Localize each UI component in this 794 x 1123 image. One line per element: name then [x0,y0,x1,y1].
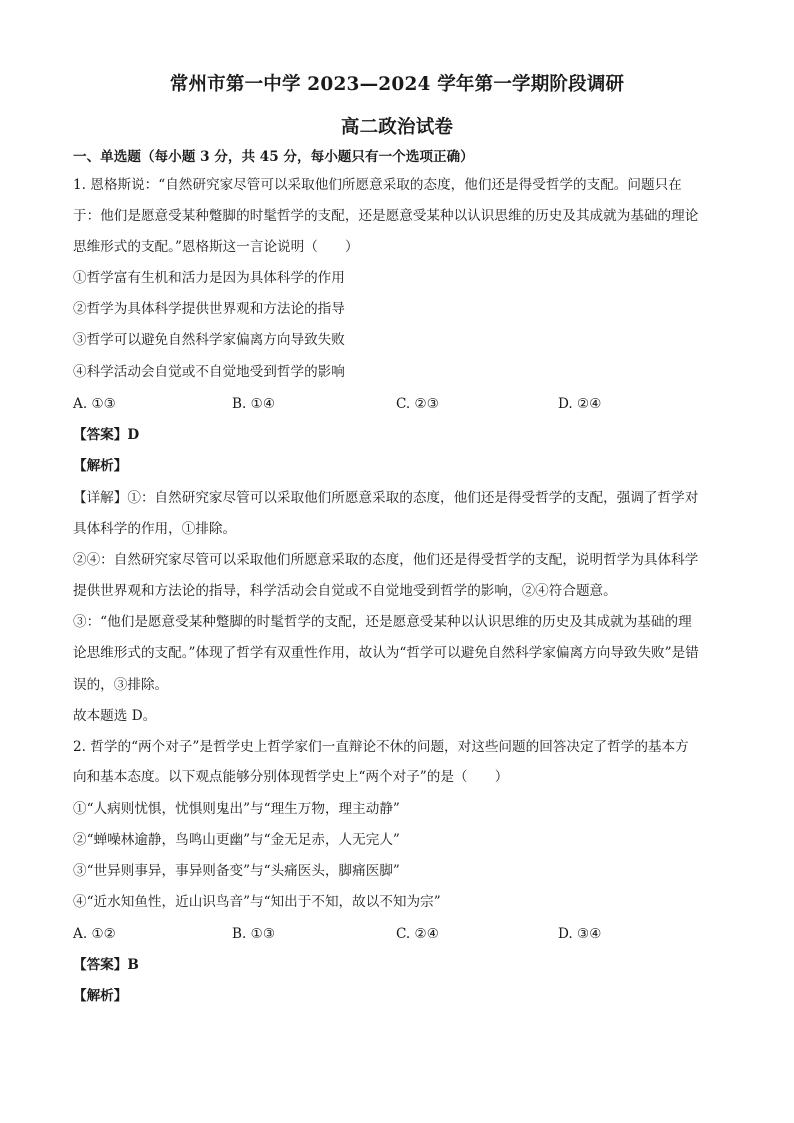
q2-option-b: B. ①③ [232,926,276,942]
section-heading: 一、单选题（每小题 3 分，共 45 分，每小题只有一个选项正确） [73,149,474,165]
q1-stem-line: 于：他们是愿意受某种蹩脚的时髦哲学的支配，还是愿意受某种以认识思维的历史及其成就为基础的理论 [73,208,699,224]
q1-option-d: D. ②④ [558,396,602,412]
q2-stem-line: 2. 哲学的“两个对子”是哲学史上哲学家们一直辩论不休的问题，对这些问题的回答决定了哲学的基本方 [73,739,689,755]
q2-statement: ②“蝉噪林逾静，鸟鸣山更幽”与“金无足赤，人无完人” [73,832,400,848]
q2-option-c: C. ②④ [396,926,439,942]
q1-detail-line: 具体科学的作用，①排除。 [73,521,237,537]
q1-detail-line: 误的，③排除。 [73,677,169,693]
q1-statement: ①哲学富有生机和活力是因为具体科学的作用 [73,270,345,286]
q1-detail-line: ②④：自然研究家尽管可以采取他们所愿意采取的态度，他们还是得受哲学的支配，说明哲学为具体科学 [73,552,699,568]
q2-statement: ③“世异则事异，事异则备变”与“头痛医头，脚痛医脚” [73,863,400,879]
q2-answer: 【答案】B [73,957,139,973]
q1-detail-line: ③：“他们是愿意受某种蹩脚的时髦哲学的支配，还是愿意受某种以认识思维的历史及其成就为基础的理 [73,614,692,630]
q1-stem-line: 1. 恩格斯说：“自然研究家尽管可以采取他们所愿意采取的态度，他们还是得受哲学的支配。问题只在 [73,177,682,193]
exam-subtitle: 高二政治试卷 [340,117,454,138]
q1-option-c: C. ②③ [396,396,439,412]
q1-detail-line: 论思维形式的支配。”体现了哲学有双重性作用，故认为“哲学可以避免自然科学家偏离方向导致失败”是错 [73,645,699,661]
q1-detail-line: 提供世界观和方法论的指导，科学活动会自觉或不自觉地受到哲学的影响，②④符合题意。 [73,583,617,599]
q2-statement: ①“人病则忧惧，忧惧则鬼出”与“理生万物，理主动静” [73,801,400,817]
q1-detail-line: 故本题选 D。 [73,708,157,724]
q2-stem-line: 向和基本态度。以下观点能够分别体现哲学史上“两个对子”的是（ ） [73,769,509,785]
q1-statement: ④科学活动会自觉或不自觉地受到哲学的影响 [73,364,345,380]
q2-statement: ④“近水知鱼性，近山识鸟音”与“知出于不知，故以不知为宗” [73,894,441,910]
q1-statement: ②哲学为具体科学提供世界观和方法论的指导 [73,301,345,317]
q1-answer: 【答案】D [73,427,140,443]
q1-option-b: B. ①④ [232,396,276,412]
q1-detail-line: 【详解】①：自然研究家尽管可以采取他们所愿意采取的态度，他们还是得受哲学的支配，强调了哲学对 [73,490,699,506]
q1-statement: ③哲学可以避免自然科学家偏离方向导致失败 [73,332,345,348]
q2-option-d: D. ③④ [558,926,602,942]
q1-option-a: A. ①③ [73,396,116,412]
exam-title: 常州市第一中学 2023—2024 学年第一学期阶段调研 [169,74,625,95]
q2-option-a: A. ①② [73,926,116,942]
q1-stem-line: 思维形式的支配。”恩格斯这一言论说明（ ） [73,239,359,255]
q1-analysis-label: 【解析】 [73,458,128,474]
q2-analysis-label: 【解析】 [73,988,128,1004]
